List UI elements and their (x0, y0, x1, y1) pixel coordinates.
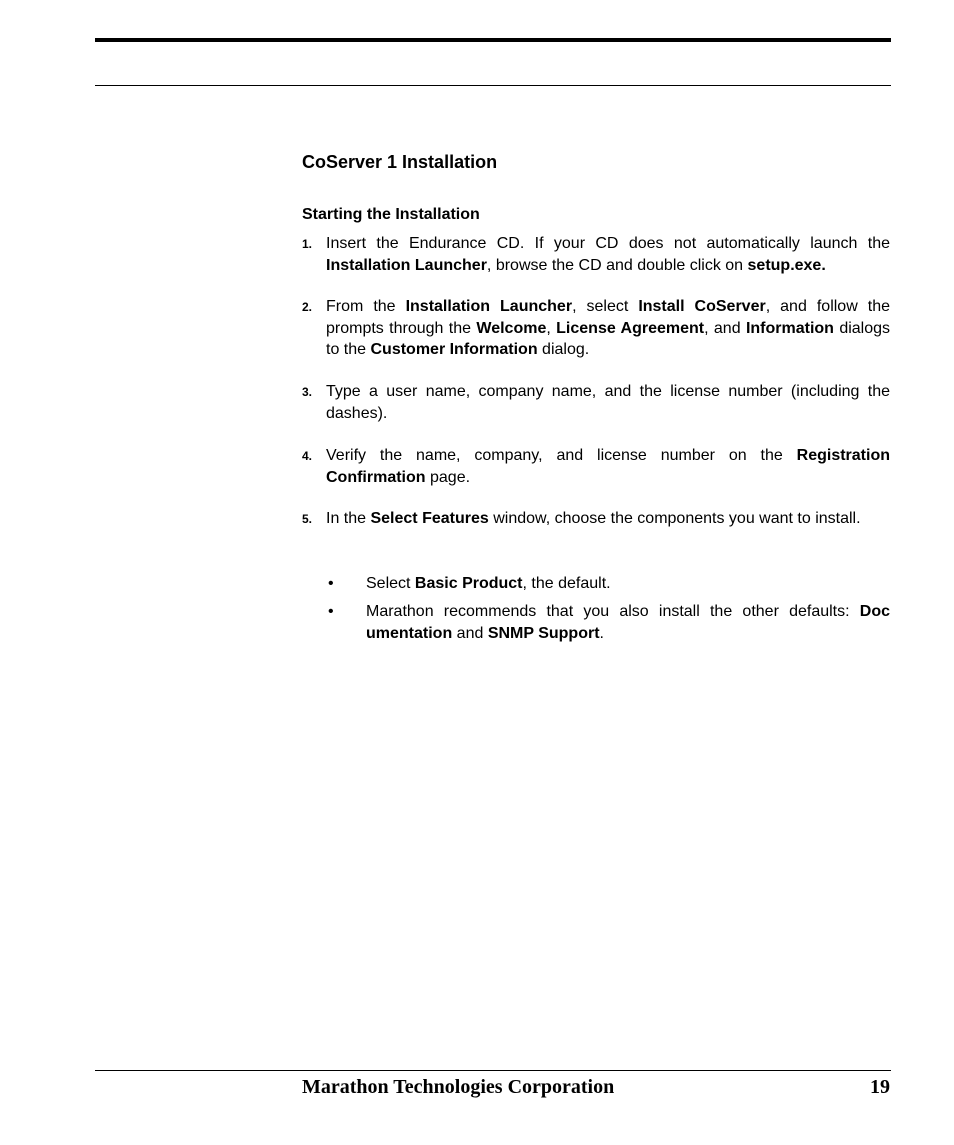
step-4 (302, 445, 890, 488)
header-rule-thin (95, 85, 891, 86)
bullet-text: Marathon recommends that you also install the other defaults: Doc umentation and SNMP Support. (366, 603, 890, 642)
page-number: 19 (870, 1076, 890, 1098)
header-rule-thick (95, 38, 891, 42)
step-1 (302, 233, 890, 276)
footer-rule (95, 1070, 891, 1071)
bullet-text: Select Basic Product, the default. (366, 575, 611, 592)
step-text: In the Select Features window, choose the components you want to install. (326, 510, 861, 527)
bullet-item (302, 573, 890, 595)
step-text: Verify the name, company, and license number on the Registration Confirmation page. (326, 447, 890, 486)
step-number: 1. (302, 237, 313, 251)
step-2 (302, 296, 890, 361)
step-5 (302, 508, 890, 530)
section-title: CoServer 1 Installation (302, 152, 498, 172)
bullet-icon: • (328, 575, 334, 592)
step-text: Insert the Endurance CD. If your CD does not automatically launch the Installation Launcher, browse the CD and double click on setup.exe. (326, 235, 890, 274)
step-text: Type a user name, company name, and the license number (including the dashes). (326, 383, 890, 422)
step-3 (302, 381, 890, 424)
step-text: From the Installation Launcher, select Install CoServer, and follow the prompts through the Welcome, License Agreement, and Information dialogs to the Customer Information dialog. (326, 298, 891, 358)
bullet-item (302, 601, 890, 644)
step-number: 5. (302, 512, 313, 526)
subsection-title: Starting the Installation (302, 206, 480, 223)
step-number: 3. (302, 385, 313, 399)
bullet-icon: • (328, 603, 334, 620)
step-number: 4. (302, 449, 313, 463)
footer-company: Marathon Technologies Corporation (302, 1076, 615, 1098)
step-number: 2. (302, 300, 313, 314)
